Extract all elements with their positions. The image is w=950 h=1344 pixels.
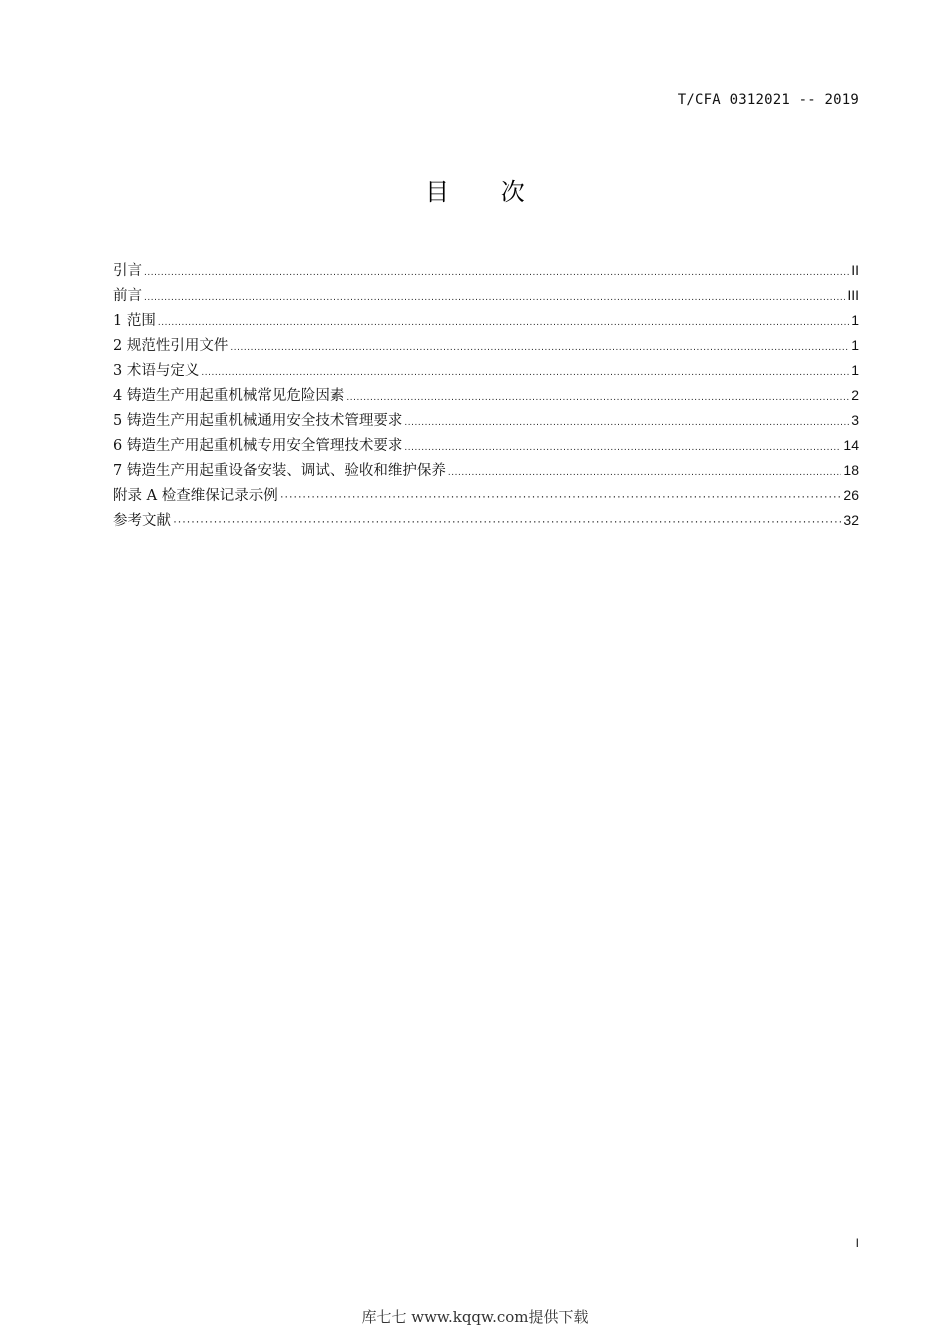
- toc-dot-leader: [346, 385, 849, 410]
- document-code: T/CFA 0312021 -- 2019: [677, 92, 859, 108]
- toc-entry-page: 18: [843, 462, 859, 478]
- toc-entry-label: 6 铸造生产用起重机械专用安全管理技术要求: [113, 438, 403, 454]
- toc-entry-page: 32: [843, 512, 859, 528]
- toc-entry[interactable]: [113, 408, 859, 433]
- toc-entry-page: II: [851, 262, 859, 278]
- toc-entry-page: 3: [851, 412, 859, 428]
- toc-dot-leader: [144, 285, 845, 310]
- toc-entry-page: 26: [843, 487, 859, 503]
- toc-entry[interactable]: [113, 333, 859, 358]
- toc-entry[interactable]: [113, 433, 859, 458]
- toc-entry-label: 2 规范性引用文件: [113, 338, 229, 354]
- page-number: I: [855, 1236, 859, 1250]
- toc-entry-label: 7 铸造生产用起重设备安装、调试、验收和维护保养: [113, 463, 446, 479]
- toc-entry-label: 参考文献: [113, 513, 171, 529]
- toc-dot-leader: [230, 335, 849, 360]
- download-watermark: 库七七 www.kqqw.com提供下载: [361, 1308, 589, 1326]
- toc-dot-leader: [158, 310, 849, 335]
- toc-entry-label: 附录 A 检查维保记录示例: [113, 488, 278, 504]
- toc-entry-label: 前言: [113, 288, 142, 304]
- toc-dot-leader: [404, 435, 841, 460]
- toc-entry[interactable]: [113, 308, 859, 333]
- toc-entry[interactable]: [113, 483, 859, 508]
- toc-entry-page: 1: [851, 312, 859, 328]
- toc-entry-page: 1: [851, 362, 859, 378]
- toc-entry-page: 14: [843, 437, 859, 453]
- toc-entry-label: 3 术语与定义: [113, 363, 200, 379]
- toc-dot-leader: [173, 509, 841, 534]
- toc-entry[interactable]: [113, 358, 859, 383]
- toc-entry-page: 2: [851, 387, 859, 403]
- toc-entry-label: 1 范围: [113, 313, 156, 329]
- toc-entry-label: 4 铸造生产用起重机械常见危险因素: [113, 388, 345, 404]
- toc-dot-leader: [280, 484, 842, 509]
- toc-dot-leader: [144, 260, 849, 285]
- toc-dot-leader: [448, 460, 842, 485]
- toc-entry[interactable]: [113, 508, 859, 533]
- toc-entry-page: 1: [851, 337, 859, 353]
- toc-entry[interactable]: [113, 383, 859, 408]
- toc-entry-label: 5 铸造生产用起重机械通用安全技术管理要求: [113, 413, 403, 429]
- toc-dot-leader: [404, 410, 849, 435]
- toc-entry-page: III: [847, 287, 859, 303]
- table-of-contents: [113, 258, 859, 533]
- toc-entry[interactable]: [113, 458, 859, 483]
- toc-entry[interactable]: [113, 283, 859, 308]
- toc-entry[interactable]: [113, 258, 859, 283]
- toc-title: 目 次: [425, 178, 547, 206]
- toc-entry-label: 引言: [113, 263, 142, 279]
- toc-dot-leader: [201, 360, 849, 385]
